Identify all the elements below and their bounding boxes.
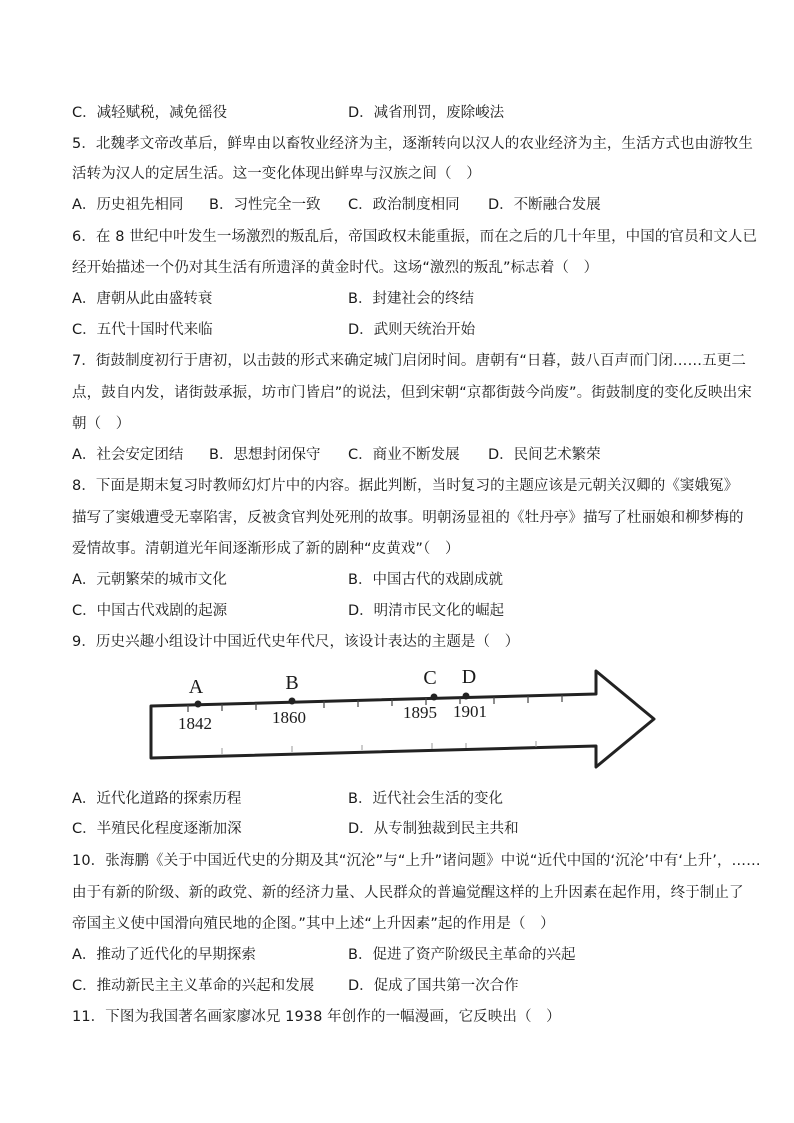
q5-stem-line1: 5．北魏孝文帝改革后，鲜卑由以畜牧业经济为主，逐渐转向以汉人的农业经济为主，生活方式也由游牧生 (72, 136, 753, 152)
q6-option-b[interactable]: B．封建社会的终结 (348, 291, 474, 307)
timeline-dot-b (289, 698, 296, 705)
q7-stem-line1: 7．街鼓制度初行于唐初，以击鼓的形式来确定城门启闭时间。唐朝有“日暮，鼓八百声而门闭……五更二 (72, 353, 746, 369)
q7-option-a[interactable]: A．社会安定团结 (72, 447, 184, 463)
q10-stem-line2: 由于有新的阶级、新的政党、新的经济力量、人民群众的普遍觉醒这样的上升因素在起作用，终于制止了 (72, 885, 744, 901)
q8-stem-line3: 爱情故事。清朝道光年间逐渐形成了新的剧种“皮黄戏”（ ） (72, 541, 460, 557)
q7-stem-line3: 朝（ ） (72, 416, 131, 432)
q11-stem-line1: 11．下图为我国著名画家廖冰兄 1938 年创作的一幅漫画，它反映出（ ） (72, 1009, 561, 1025)
q6-stem-line2: 经开始描述一个仍对其生活有所遗泽的黄金时代。这场“激烈的叛乱”标志着（ ） (72, 260, 599, 276)
q9-option-b[interactable]: B．近代社会生活的变化 (348, 791, 503, 807)
q5-stem-line2: 活转为汉人的定居生活。这一变化体现出鲜卑与汉族之间（ ） (72, 166, 481, 182)
q8-option-b[interactable]: B．中国古代的戏剧成就 (348, 572, 503, 588)
timeline-label-b: B (285, 672, 299, 694)
q8-stem-line1: 8．下面是期末复习时教师幻灯片中的内容。据此判断，当时复习的主题应该是元朝关汉卿的《窦娥冤》 (72, 478, 739, 494)
q6-option-a[interactable]: A．唐朝从此由盛转衰 (72, 291, 213, 307)
q10-stem-line1: 10．张海鹏《关于中国近代史的分期及其“沉沦”与“上升”诸问题》中说“近代中国的‘沉沦’中有‘上升’，…… (72, 853, 761, 869)
q9-option-a[interactable]: A．近代化道路的探索历程 (72, 791, 242, 807)
q7-option-d[interactable]: D．民间艺术繁荣 (488, 447, 601, 463)
q5-option-a[interactable]: A．历史祖先相同 (72, 197, 184, 213)
timeline-label-c: C (423, 667, 437, 689)
q6-option-d[interactable]: D．武则天统治开始 (348, 322, 476, 338)
timeline-year-1842: 1842 (178, 714, 212, 733)
q8-stem-line2: 描写了窦娥遭受无辜陷害，反被贪官判处死刑的故事。明朝汤显祖的《牡丹亭》描写了杜丽娘和柳梦梅的 (72, 510, 744, 526)
q8-option-c[interactable]: C．中国古代戏剧的起源 (72, 603, 228, 619)
q7-option-b[interactable]: B．思想封闭保守 (209, 447, 321, 463)
q5-options (72, 195, 601, 215)
q9-stem-line1: 9．历史兴趣小组设计中国近代史年代尺，该设计表达的主题是（ ） (72, 634, 520, 650)
timeline-year-1895: 1895 (403, 703, 437, 722)
timeline-label-d: D (461, 666, 477, 688)
q8-option-d[interactable]: D．明清市民文化的崛起 (348, 603, 505, 619)
q9-option-d[interactable]: D．从专制独裁到民主共和 (348, 821, 519, 837)
q4-option-c[interactable]: C．减轻赋税，减免徭役 (72, 105, 228, 121)
q10-stem-line3: 帝国主义使中国滑向殖民地的企图。”其中上述“上升因素”起的作用是（ ） (72, 916, 555, 932)
q5-option-b[interactable]: B．习性完全一致 (209, 197, 321, 213)
q10-option-b[interactable]: B．促进了资产阶级民主革命的兴起 (348, 947, 576, 963)
timeline-year-1860: 1860 (272, 708, 306, 727)
q6-stem-line1: 6．在 8 世纪中叶发生一场激烈的叛乱后，帝国政权未能重振，而在之后的几十年里，中国的官员和文人已 (72, 229, 758, 245)
q10-option-a[interactable]: A．推动了近代化的早期探索 (72, 947, 256, 963)
q9-timeline-arrow (148, 664, 658, 776)
timeline-year-1901: 1901 (453, 702, 487, 721)
q7-option-c[interactable]: C．商业不断发展 (348, 447, 460, 463)
q8-option-a[interactable]: A．元朝繁荣的城市文化 (72, 572, 227, 588)
timeline-dot-d (463, 693, 470, 700)
timeline-label-a: A (188, 676, 204, 698)
q10-option-d[interactable]: D．促成了国共第一次合作 (348, 978, 519, 994)
q4-option-d[interactable]: D．减省刑罚，废除峻法 (348, 105, 505, 121)
q5-option-c[interactable]: C．政治制度相同 (348, 197, 460, 213)
timeline-dot-a (195, 701, 202, 708)
q7-options (72, 445, 601, 465)
q6-option-c[interactable]: C．五代十国时代来临 (72, 322, 213, 338)
q5-option-d[interactable]: D．不断融合发展 (488, 197, 601, 213)
timeline-dot-c (431, 694, 438, 701)
q10-option-c[interactable]: C．推动新民主主义革命的兴起和发展 (72, 978, 315, 994)
q7-stem-line2: 点，鼓自内发，诸街鼓承振，坊市门皆启”的说法，但到宋朝“京都街鼓今尚废”。街鼓制度的变化反映出宋 (72, 385, 752, 401)
q9-option-c[interactable]: C．半殖民化程度逐渐加深 (72, 821, 242, 837)
